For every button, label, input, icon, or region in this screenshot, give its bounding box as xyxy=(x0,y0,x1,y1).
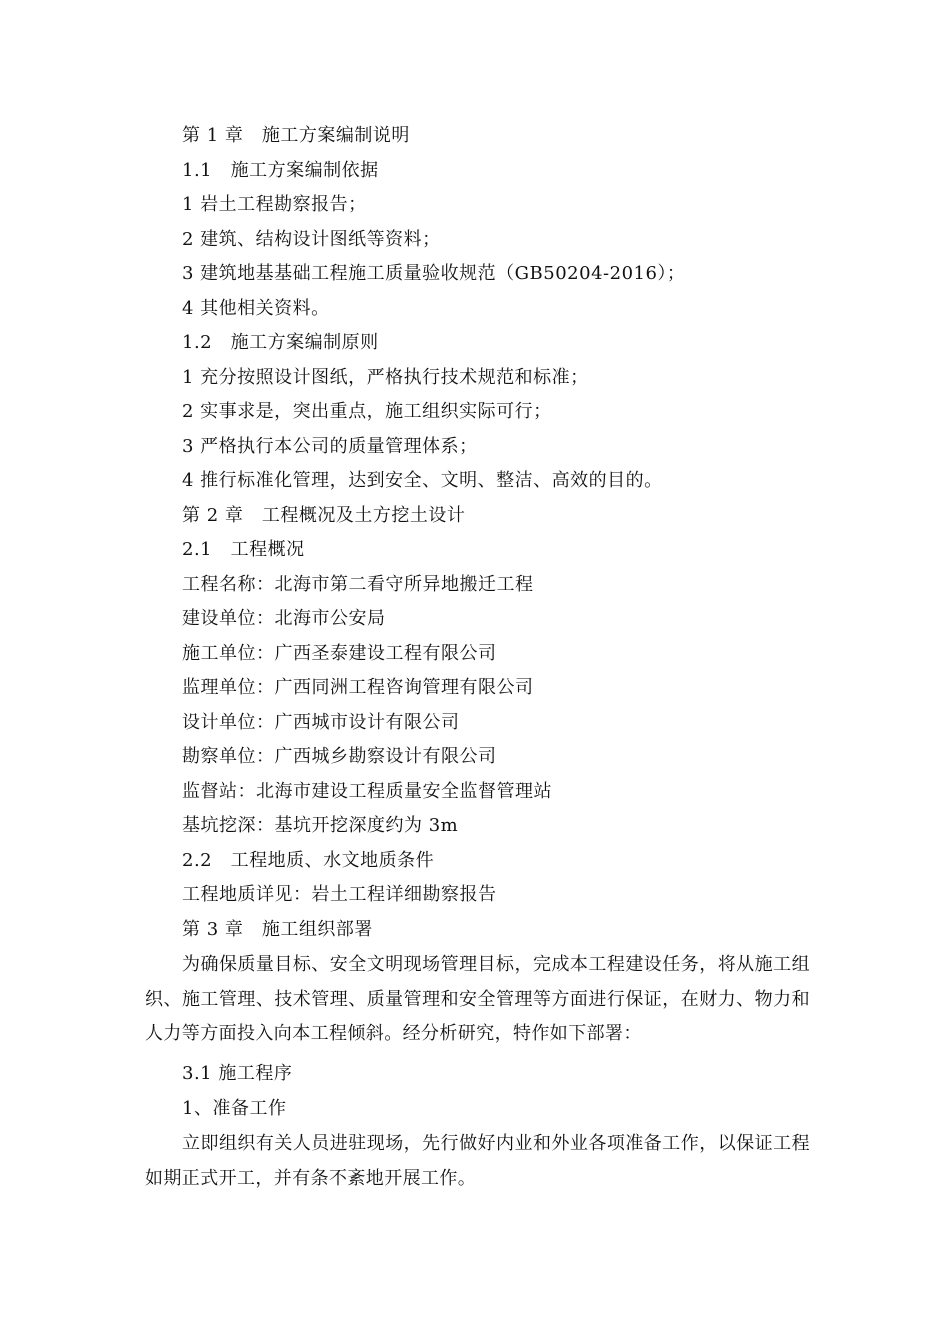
geology-detail: 工程地质详见：岩土工程详细勘察报告 xyxy=(182,884,497,905)
basis-item-4: 4 其他相关资料。 xyxy=(182,297,330,319)
chapter-2-heading: 第 2 章 工程概况及土方挖土设计 xyxy=(182,504,466,526)
chapter-3-heading: 第 3 章 施工组织部署 xyxy=(182,918,373,940)
supervision-unit: 监理单位：广西同洲工程咨询管理有限公司 xyxy=(182,677,534,698)
principle-item-4: 4 推行标准化管理，达到安全、文明、整洁、高效的目的。 xyxy=(182,470,663,491)
section-1-1-heading: 1.1 施工方案编制依据 xyxy=(182,159,379,181)
principle-item-3: 3 严格执行本公司的质量管理体系； xyxy=(182,435,478,457)
section-3-1-heading: 3.1 施工程序 xyxy=(182,1063,293,1084)
project-name: 工程名称：北海市第二看守所异地搬迁工程 xyxy=(182,573,534,595)
owner-unit: 建设单位：北海市公安局 xyxy=(182,608,386,629)
survey-unit: 勘察单位：广西城乡勘察设计有限公司 xyxy=(182,746,497,767)
section-2-2-heading: 2.2 工程地质、水文地质条件 xyxy=(182,849,435,871)
chapter-1-heading: 第 1 章 施工方案编制说明 xyxy=(182,125,410,146)
pit-depth: 基坑挖深：基坑开挖深度约为 3m xyxy=(182,815,459,836)
design-unit: 设计单位：广西城市设计有限公司 xyxy=(182,711,460,733)
construction-unit: 施工单位：广西圣泰建设工程有限公司 xyxy=(182,642,497,664)
basis-item-3: 3 建筑地基基础工程施工质量验收规范（GB50204-2016）； xyxy=(182,263,686,284)
basis-item-2: 2 建筑、结构设计图纸等资料； xyxy=(182,228,441,250)
preparation-paragraph: 立即组织有关人员进驻现场，先行做好内业和外业各项准备工作，以保证工程如期正式开工，并有条不紊地开展工作。 xyxy=(145,1133,810,1189)
principle-item-1: 1 充分按照设计图纸，严格执行技术规范和标准； xyxy=(182,366,589,388)
section-2-1-heading: 2.1 工程概况 xyxy=(182,539,305,560)
preparation-heading: 1、准备工作 xyxy=(182,1097,287,1119)
section-1-2-heading: 1.2 施工方案编制原则 xyxy=(182,332,379,353)
principle-item-2: 2 实事求是，突出重点，施工组织实际可行； xyxy=(182,401,552,422)
basis-item-1: 1 岩土工程勘察报告； xyxy=(182,194,367,215)
deployment-paragraph: 为确保质量目标、安全文明现场管理目标，完成本工程建设任务，将从施工组织、施工管理、技术管理、质量管理和安全管理等方面进行保证，在财力、物力和人力等方面投入向本工程倾斜。经分析研究，特作如下部署： xyxy=(145,954,810,1044)
supervision-station: 监督站：北海市建设工程质量安全监督管理站 xyxy=(182,780,552,802)
